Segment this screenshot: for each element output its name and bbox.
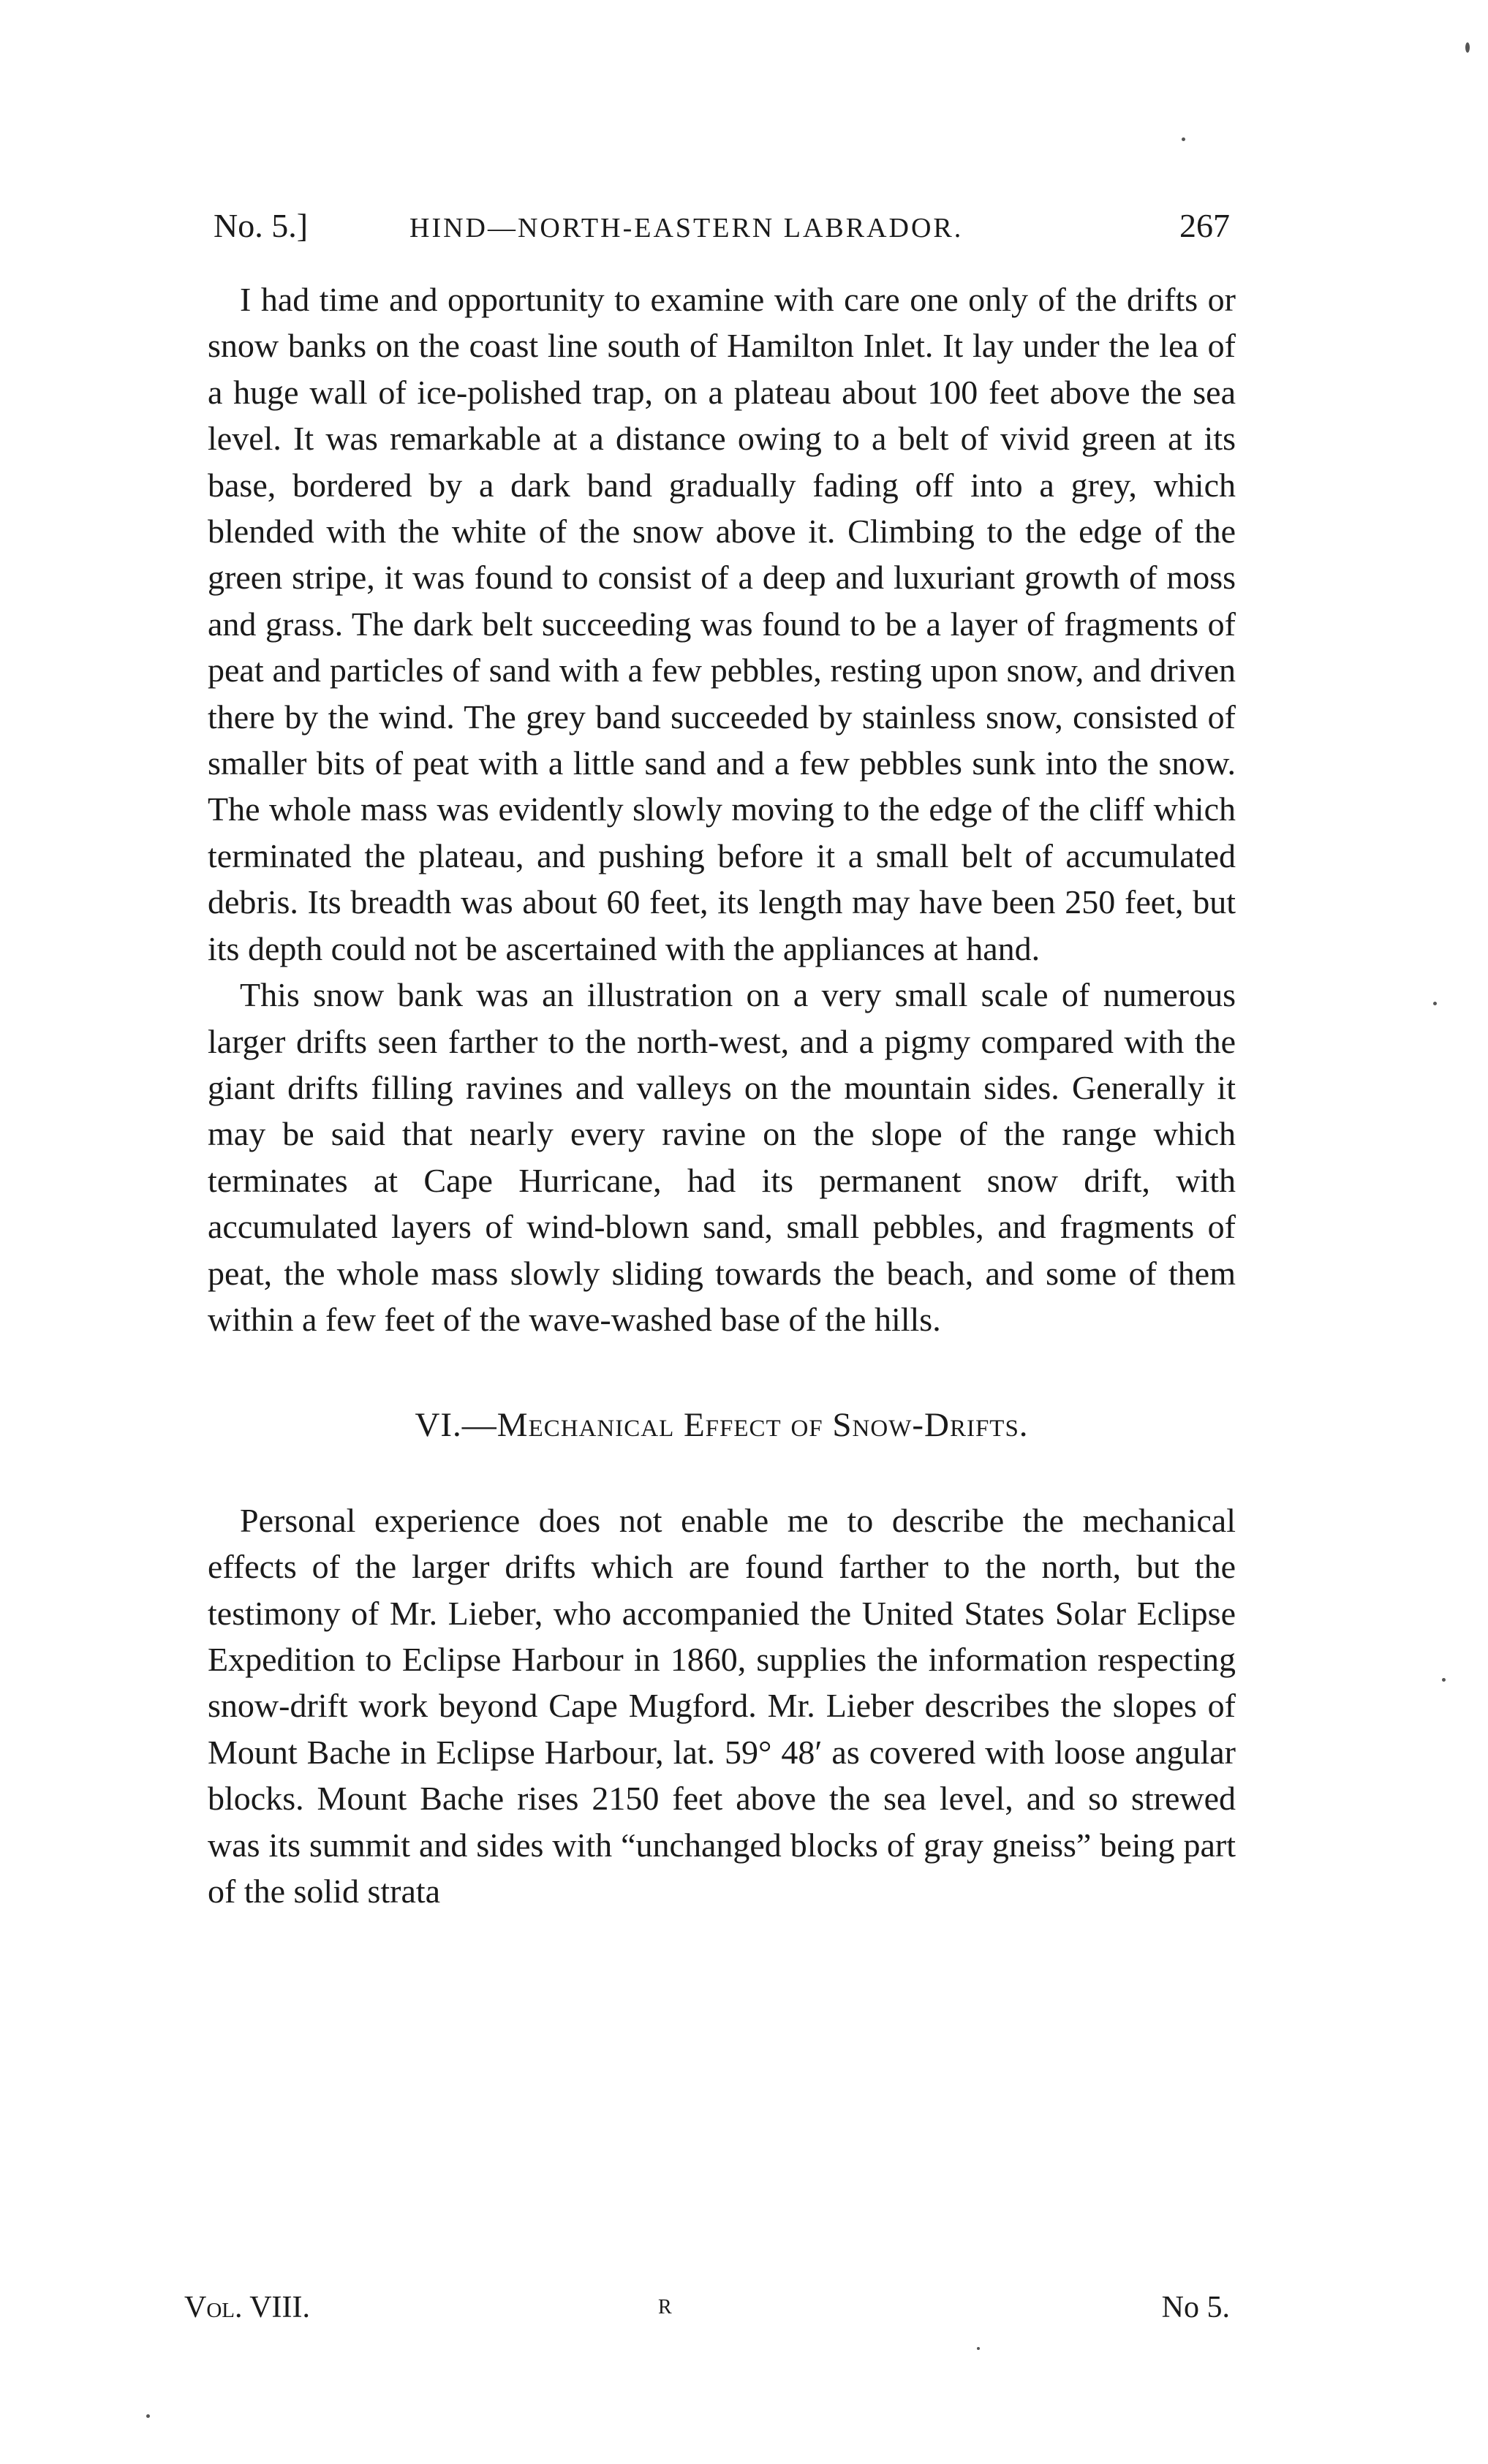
- page-footer: [184, 2290, 1245, 2334]
- scan-speck: [977, 2347, 980, 2350]
- scan-speck: [1433, 1002, 1437, 1005]
- page-number: 267: [1179, 207, 1230, 244]
- paragraph-mechanical-effects: Personal experience does not enable me to describe the mechanical effects of the larger drifts which are found farther to the north, but the testimony of Mr. Lieber, who accompanied the United States Solar Eclipse Expedition to Eclipse Harbour in 1860, supplies the information respecting snow-drift work beyond Cape Mugford. Mr. Lieber describes the slopes of Mount Bache in Eclipse Harbour, lat. 59° 48′ as covered with loose angular blocks. Mount Bache rises 2150 feet above the sea level, and so strewed was its summit and sides with “unchanged blocks of gray gneiss” being part of the solid strata: [208, 1501, 1236, 1910]
- paragraph-larger-drifts: This snow bank was an illustration on a very small scale of numerous larger drifts seen farther to the north-west, and a pigmy compared with the giant drifts filling ravines and valleys on the mountain sides. Generally it may be said that nearly every ravine on the slope of the range which terminates at Cape Hurricane, had its permanent snow drift, with accumulated layers of wind-blown sand, small pebbles, and fragments of peat, the whole mass slowly sliding towards the beach, and some of them within a few feet of the wave-washed base of the hills.: [208, 976, 1236, 1338]
- scan-speck: [146, 2414, 150, 2418]
- issue-number: No. 5.]: [214, 207, 309, 244]
- section-heading: VI.—Mechanical Effect of Snow-Drifts.: [415, 1406, 1029, 1445]
- signature-mark: R: [658, 2296, 672, 2318]
- body-text: [208, 276, 1236, 1914]
- scan-speck: [1442, 1678, 1446, 1682]
- footer-number: No 5.: [1161, 2291, 1230, 2324]
- volume-label: Vol. VIII.: [184, 2291, 311, 2324]
- scan-speck: [1465, 42, 1470, 53]
- scan-speck: [1182, 137, 1185, 141]
- running-title: HIND—NORTH-EASTERN LABRADOR.: [409, 213, 964, 243]
- page-header: [214, 206, 1237, 250]
- paragraph-snow-bank: I had time and opportunity to examine with care one only of the drifts or snow banks on the coast line south of Hamilton Inlet. It lay under the lea of a huge wall of ice-polished trap, on a plateau about 100 feet above the sea level. It was remarkable at a distance owing to a belt of vivid green at its base, bordered by a dark band gradually fading off into a grey, which blended with the white of the snow above it. Climbing to the edge of the green stripe, it was found to consist of a deep and luxuriant growth of moss and grass. The dark belt succeeding was found to be a layer of fragments of peat and particles of sand with a few pebbles, resting upon snow, and driven there by the wind. The grey band succeeded by stainless snow, consisted of smaller bits of peat with a little sand and a few pebbles sunk into the snow. The whole mass was evidently slowly moving to the edge of the cliff which terminated the plateau, and pushing before it a small belt of accumulated debris. Its breadth was about 60 feet, its length may have been 250 feet, but its depth could not be ascertained with the appliances at hand.: [208, 281, 1236, 967]
